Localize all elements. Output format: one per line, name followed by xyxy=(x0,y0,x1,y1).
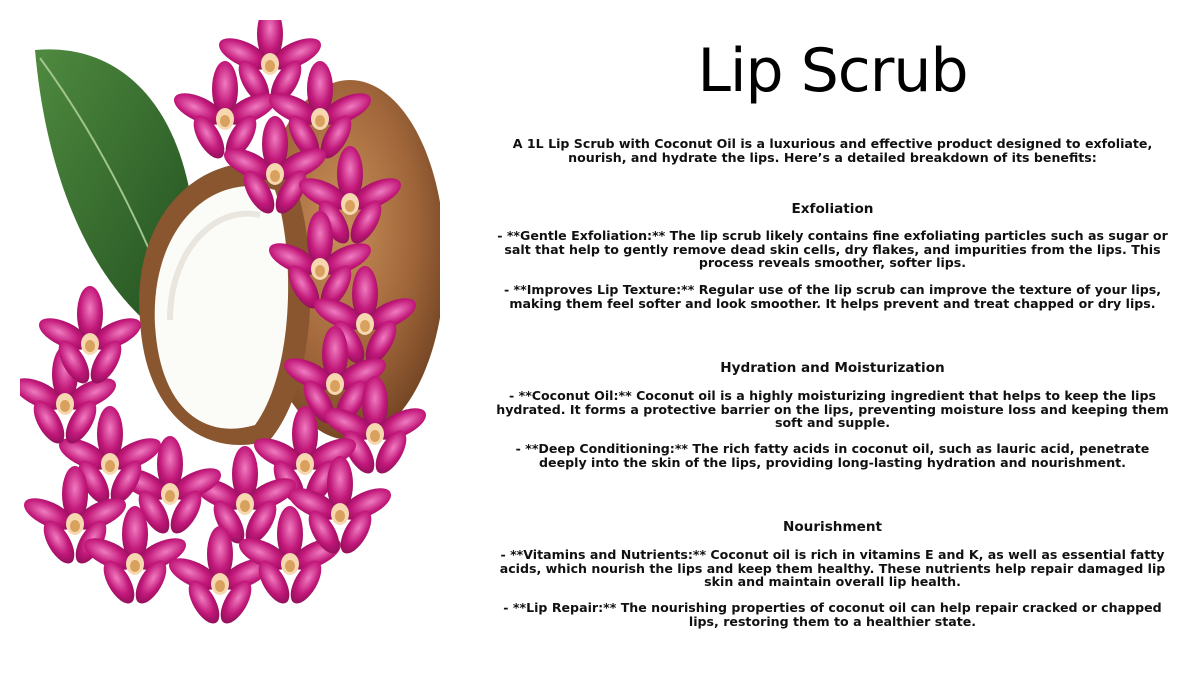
page-title: Lip Scrub xyxy=(697,36,968,106)
point-deep-conditioning: - **Deep Conditioning:** The rich fatty acids in coconut oil, such as lauric acid, penetrate deeply into the skin of the lips, providing long-lasting hydration and nourishment. xyxy=(515,441,1150,470)
section-heading-hydration: Hydration and Moisturization xyxy=(720,360,945,376)
point-improves-lip-texture: - **Improves Lip Texture:** Regular use of the lip scrub can improve the texture of your lips, making them feel softer and look smoother. It helps prevent and treat chapped or dry lips. xyxy=(503,282,1162,311)
intro-paragraph: A 1L Lip Scrub with Coconut Oil is a luxurious and effective product designed to exfoliate, nourish, and hydrate the lips. Here’s a detailed breakdown of its benefits: xyxy=(512,136,1153,165)
point-gentle-exfoliation: - **Gentle Exfoliation:** The lip scrub likely contains fine exfoliating particles such as sugar or salt that help to gently remove dead skin cells, dry flakes, and impurities from the lips. This process reveals smoother, softer lips. xyxy=(497,228,1168,270)
section-heading-exfoliation: Exfoliation xyxy=(791,201,874,217)
section-heading-nourishment: Nourishment xyxy=(782,519,883,535)
product-image xyxy=(20,20,440,660)
content-panel xyxy=(495,0,1170,675)
point-coconut-oil: - **Coconut Oil:** Coconut oil is a highly moisturizing ingredient that helps to keep the lips hydrated. It forms a protective barrier on the lips, preventing moisture loss and keeping them soft and supple. xyxy=(496,388,1169,430)
point-lip-repair: - **Lip Repair:** The nourishing properties of coconut oil can help repair cracked or chapped lips, restoring them to a healthier state. xyxy=(503,600,1162,629)
point-vitamins-nutrients: - **Vitamins and Nutrients:** Coconut oil is rich in vitamins E and K, as well as essential fatty acids, which nourish the lips and keep them healthy. These nutrients help repair damaged lip skin and maintain overall lip health. xyxy=(499,547,1166,589)
